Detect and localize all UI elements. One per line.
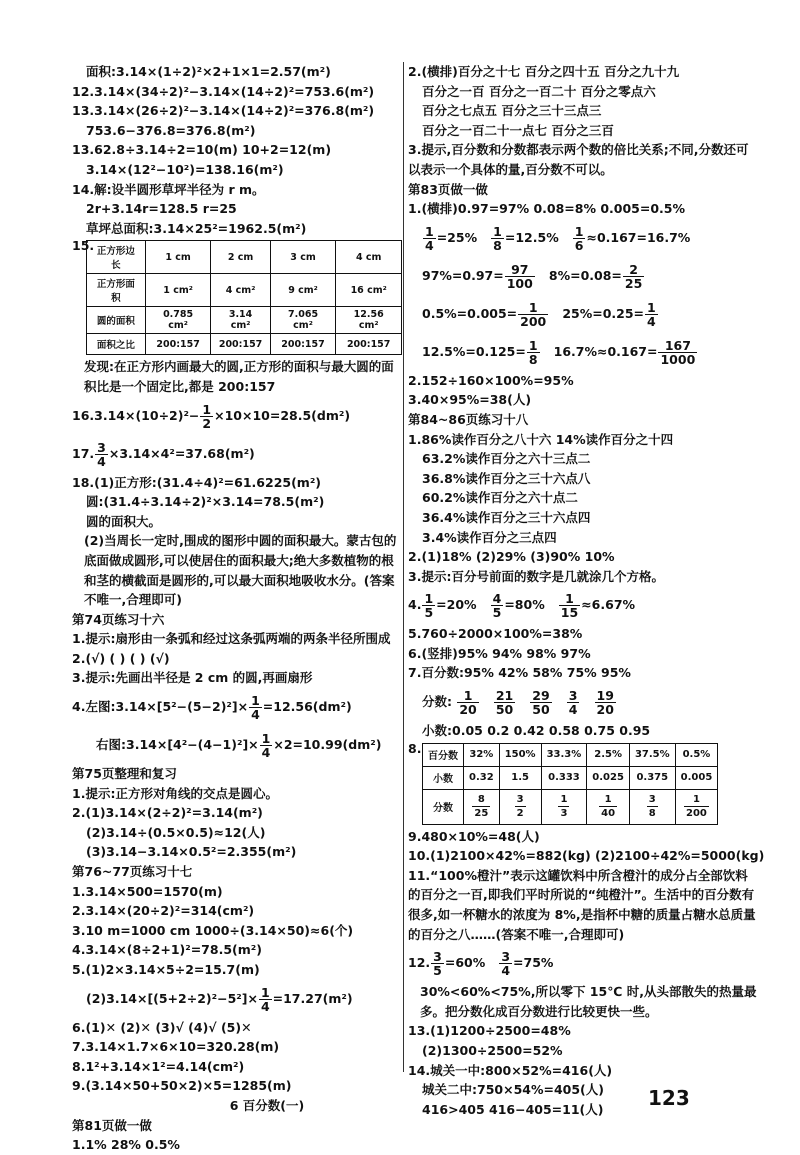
fraction bbox=[200, 403, 213, 430]
table-cell: 0.5% bbox=[675, 743, 718, 766]
text-span: 4. bbox=[408, 597, 422, 613]
answer-line: 3.14×(12²−10²)=138.16(m²) bbox=[86, 161, 284, 177]
answer-paragraph: 11.“100%橙汁”表示这罐饮料中所含橙汁的成分占全部饮料的百分之一百,即我们平时所说的“纯橙汁”。生活中的百分数有很多,如一杯糖水的浓度为 8%,是指杯中糖的质量占糖水总质量的百分之八……(答案不唯一,合理即可) bbox=[408, 867, 756, 942]
text-span: ×2=10.99(dm²) bbox=[273, 737, 382, 753]
table-cell: 0.025 bbox=[587, 766, 630, 789]
answer-line: 753.6−376.8=376.8(m²) bbox=[86, 122, 256, 138]
table-cell: 1 cm bbox=[145, 241, 211, 274]
page-number: 123 bbox=[648, 1086, 690, 1110]
text-span: 12. bbox=[408, 955, 431, 971]
table-cell: 0.785 cm² bbox=[145, 307, 211, 334]
fraction bbox=[472, 793, 490, 820]
question-number: 8. bbox=[408, 740, 422, 756]
table-cell: 百分数 bbox=[423, 743, 464, 766]
answer-line: 2.(1)3.14×(2÷2)²=3.14(m²) bbox=[72, 805, 263, 821]
table-cell: 3.14 cm² bbox=[211, 307, 270, 334]
denominator: 4 bbox=[568, 702, 578, 718]
fraction bbox=[422, 592, 435, 619]
answer-line: 小数:0.05 0.2 0.42 0.58 0.75 0.95 bbox=[422, 723, 651, 739]
answer-line: 13.(1)1200÷2500=48% bbox=[408, 1023, 571, 1039]
table-cell: 0.005 bbox=[675, 766, 718, 789]
numerator: 1 bbox=[260, 984, 270, 1000]
text-span: 分数: bbox=[422, 694, 452, 710]
answer-line: 60.2%读作百分之六十点二 bbox=[422, 490, 578, 506]
numerator: 3 bbox=[568, 688, 578, 704]
table-cell: 12.56 cm² bbox=[336, 307, 402, 334]
numerator: 3 bbox=[501, 949, 511, 965]
table-cell: 小数 bbox=[423, 766, 464, 789]
table-cell: 面积之比 bbox=[87, 334, 146, 355]
numerator: 1 bbox=[457, 689, 478, 703]
fraction bbox=[499, 950, 512, 977]
answer-line: 2.3.14×(20÷2)²=314(cm²) bbox=[72, 903, 255, 919]
table-cell: 16 cm² bbox=[336, 274, 402, 307]
table-cell: 1 cm² bbox=[145, 274, 211, 307]
answer-line: 2.(横排)百分之十七 百分之四十五 百分之九十九 bbox=[408, 64, 680, 79]
text-span: =12.5% bbox=[504, 229, 559, 245]
fraction bbox=[249, 694, 262, 721]
numerator: 21 bbox=[495, 688, 514, 704]
denominator: 8 bbox=[493, 237, 502, 253]
question-15 bbox=[72, 238, 402, 357]
table-cell: 9 cm² bbox=[270, 274, 336, 307]
answer-line: 百分之一百 百分之一百二十 百分之零点六 bbox=[422, 83, 656, 99]
denominator: 50 bbox=[532, 702, 550, 718]
table-row bbox=[87, 241, 402, 274]
answer-line: 5.760÷2000×100%=38% bbox=[408, 626, 583, 642]
fraction bbox=[573, 225, 586, 252]
text-span: =25% bbox=[436, 229, 478, 245]
answer-line: 63.2%读作百分之六十三点二 bbox=[422, 451, 591, 467]
answer-line: 36.4%读作百分之三十六点四 bbox=[422, 509, 591, 525]
fraction bbox=[494, 689, 515, 716]
denominator: 4 bbox=[647, 313, 656, 329]
numerator: 29 bbox=[532, 688, 550, 704]
denominator: 5 bbox=[424, 605, 434, 621]
text-span: 16.3.14×(10÷2)²− bbox=[72, 407, 200, 423]
text-span: =17.27(m²) bbox=[272, 990, 353, 1006]
table-cell: 33.3% bbox=[541, 743, 587, 766]
answer-line: 1.86%读作百分之八十六 14%读作百分之十四 bbox=[408, 431, 674, 447]
denominator: 25 bbox=[474, 808, 489, 820]
denominator: 4 bbox=[260, 998, 270, 1014]
fraction bbox=[558, 793, 569, 820]
answer-line bbox=[408, 333, 760, 371]
numerator: 1 bbox=[261, 731, 271, 747]
numerator: 1 bbox=[251, 693, 260, 709]
fraction bbox=[684, 793, 709, 820]
text-span: ≈6.67% bbox=[581, 597, 636, 613]
answer-line: 4.3.14×(8÷2+1)²=78.5(m²) bbox=[72, 942, 262, 958]
fraction bbox=[491, 592, 504, 619]
answer-line: 14.城关一中:800×52%=416(人) bbox=[408, 1062, 613, 1078]
numerator: 1 bbox=[202, 401, 212, 417]
answer-line: 13.62.8÷3.14÷2=10(m) 10+2=12(m) bbox=[72, 142, 332, 158]
numerator: 1 bbox=[684, 793, 709, 807]
table-cell bbox=[464, 789, 500, 824]
table-cell: 200:157 bbox=[145, 334, 211, 355]
denominator: 20 bbox=[459, 702, 477, 718]
answer-line: 18.(1)正方形:(31.4÷4)²=61.6225(m²) bbox=[72, 474, 322, 490]
table-cell: 0.375 bbox=[629, 766, 675, 789]
denominator: 4 bbox=[501, 963, 511, 979]
answer-line bbox=[408, 944, 760, 982]
answer-line: 1.提示:正方形对角线的交点是圆心。 bbox=[72, 785, 278, 801]
numerator: 3 bbox=[433, 949, 442, 965]
table-cell bbox=[541, 789, 587, 824]
table-8 bbox=[422, 743, 718, 825]
answer-line bbox=[72, 435, 402, 473]
numerator: 1 bbox=[528, 337, 538, 353]
table-row bbox=[423, 789, 718, 824]
fraction bbox=[95, 441, 108, 468]
numerator: 167 bbox=[658, 339, 697, 353]
section-heading: 第81页做一做 bbox=[72, 1117, 152, 1133]
text-span: (2)3.14×[(5+2÷2)²−5²]× bbox=[86, 990, 258, 1006]
table-cell bbox=[629, 789, 675, 824]
answer-line: 1.3.14×500=1570(m) bbox=[72, 883, 223, 899]
denominator: 5 bbox=[433, 963, 442, 979]
answer-line: 2.(√) ( ) ( ) (√) bbox=[72, 650, 170, 666]
text-span: 0.5%=0.005= bbox=[422, 305, 518, 321]
table-cell: 分数 bbox=[423, 789, 464, 824]
numerator: 1 bbox=[425, 223, 434, 239]
table-cell bbox=[587, 789, 630, 824]
answer-line bbox=[408, 295, 760, 333]
answer-line bbox=[72, 397, 402, 435]
table-cell: 2 cm bbox=[211, 241, 270, 274]
fraction bbox=[658, 339, 697, 366]
answer-line: 城关二中:750×54%=405(人) bbox=[422, 1082, 604, 1098]
answer-line: 6.(1)✕ (2)✕ (3)√ (4)√ (5)✕ bbox=[72, 1019, 252, 1035]
answer-line bbox=[408, 219, 760, 257]
fraction bbox=[647, 793, 658, 820]
section-heading: 第84~86页练习十八 bbox=[408, 411, 529, 427]
denominator: 2 bbox=[202, 415, 212, 431]
fraction bbox=[645, 301, 658, 328]
answer-line: (3)3.14−3.14×0.5²=2.355(m²) bbox=[86, 844, 297, 860]
table-row bbox=[423, 766, 718, 789]
answer-line: 3.40×95%=38(人) bbox=[408, 392, 532, 408]
fraction bbox=[491, 225, 504, 252]
text-span: =80% bbox=[504, 597, 545, 613]
answer-line: 9.(3.14×50+50×2)×5=1285(m) bbox=[72, 1078, 292, 1094]
table-row bbox=[87, 334, 402, 355]
answer-line: 1.(横排)0.97=97% 0.08=8% 0.005=0.5% bbox=[408, 201, 686, 217]
table-cell: 2.5% bbox=[587, 743, 630, 766]
text-span: 25%=0.25= bbox=[562, 305, 645, 321]
fraction bbox=[595, 689, 616, 716]
answer-line: 13.3.14×(26÷2)²−3.14×(14÷2)²=376.8(m²) bbox=[72, 103, 375, 119]
denominator: 25 bbox=[624, 275, 643, 291]
question-8 bbox=[408, 741, 760, 827]
denominator: 50 bbox=[495, 702, 514, 718]
answer-line: 百分之一百二十一点七 百分之三百 bbox=[422, 122, 614, 138]
table-row bbox=[423, 743, 718, 766]
text-span: =20% bbox=[436, 597, 477, 613]
table-cell: 0.32 bbox=[464, 766, 500, 789]
answer-line: 10.(1)2100×42%=882(kg) (2)2100÷42%=5000(kg) bbox=[408, 848, 765, 864]
answer-line: 百分之七点五 百分之三十三点三 bbox=[422, 103, 602, 119]
answer-line bbox=[408, 586, 760, 624]
answer-line: 14.解:设半圆形草坪半径为 r m。 bbox=[72, 181, 265, 197]
fraction bbox=[457, 689, 478, 716]
numerator: 1 bbox=[518, 301, 548, 315]
fraction bbox=[527, 339, 540, 366]
answer-line: 8.1²+3.14×1²=4.14(cm²) bbox=[72, 1058, 245, 1074]
numerator: 1 bbox=[560, 794, 568, 806]
answer-line bbox=[408, 683, 760, 721]
table-cell: 4 cm² bbox=[211, 274, 270, 307]
text-span: =60% bbox=[444, 955, 486, 971]
numerator: 97 bbox=[505, 263, 535, 277]
answer-line: 36.8%读作百分之三十六点八 bbox=[422, 470, 591, 486]
text-span: 97%=0.97= bbox=[422, 267, 504, 283]
answer-line: (2)1300÷2500=52% bbox=[422, 1043, 563, 1058]
answer-line: 6.(竖排)95% 94% 98% 97% bbox=[408, 645, 591, 661]
table-cell bbox=[499, 789, 541, 824]
fraction bbox=[530, 689, 551, 716]
fraction bbox=[259, 986, 272, 1013]
denominator: 4 bbox=[251, 707, 260, 723]
answer-line: 3.提示:先画出半径是 2 cm 的圆,再画扇形 bbox=[72, 670, 313, 686]
section-heading: 第75页整理和复习 bbox=[72, 766, 177, 782]
answer-line bbox=[72, 688, 402, 726]
text-span: 17. bbox=[72, 445, 95, 461]
unit-title: 6 百分数(一) bbox=[229, 1097, 305, 1113]
denominator: 40 bbox=[601, 808, 616, 820]
answer-line bbox=[72, 980, 402, 1018]
denominator: 15 bbox=[560, 605, 579, 621]
numerator: 3 bbox=[516, 794, 524, 806]
fraction bbox=[515, 793, 526, 820]
table-15 bbox=[86, 240, 402, 355]
column-divider bbox=[403, 62, 404, 1072]
denominator: 4 bbox=[425, 237, 434, 253]
text-span: 16.7%≈0.167= bbox=[553, 343, 658, 359]
numerator: 1 bbox=[559, 592, 580, 606]
answer-line: 草坪总面积:3.14×25²=1962.5(m²) bbox=[86, 220, 307, 236]
denominator: 200 bbox=[520, 313, 547, 329]
table-cell: 1.5 bbox=[499, 766, 541, 789]
answer-line: 2.(1)18% (2)29% (3)90% 10% bbox=[408, 549, 615, 565]
text-span: ×3.14×4²=37.68(m²) bbox=[108, 445, 255, 461]
answer-line: 圆:(31.4÷3.14÷2)²×3.14=78.5(m²) bbox=[86, 494, 325, 510]
table-cell bbox=[675, 789, 718, 824]
table-cell: 200:157 bbox=[336, 334, 402, 355]
fraction bbox=[431, 950, 444, 977]
numerator: 1 bbox=[424, 591, 434, 607]
finding-text: 发现:在正方形内画最大的圆,正方形的面积与最大圆的面积比是一个固定比,都是 200:157 bbox=[84, 359, 394, 394]
answer-line bbox=[408, 257, 760, 295]
answer-line: 2r+3.14r=128.5 r=25 bbox=[86, 201, 237, 217]
denominator: 1000 bbox=[660, 351, 696, 367]
fraction bbox=[505, 263, 535, 290]
table-cell: 200:157 bbox=[270, 334, 336, 355]
answer-paragraph: (2)当周长一定时,围成的图形中圆的面积最大。蒙古包的底面做成圆形,可以使居住的面积最大;绝大多数植物的根和茎的横截面是圆形的,可以最大面积地吸收水分。(答案不唯一,合理即可) bbox=[84, 533, 397, 608]
question-number: 15. bbox=[72, 238, 95, 254]
answer-paragraph: 3.提示,百分数和分数都表示两个数的倍比关系;不同,分数还可以表示一个具体的量,百分数不可以。 bbox=[408, 142, 749, 177]
denominator: 8 bbox=[528, 351, 538, 367]
table-cell: 3 cm bbox=[270, 241, 336, 274]
answer-line: 7.百分数:95% 42% 58% 75% 95% bbox=[408, 665, 631, 681]
fraction bbox=[567, 689, 580, 716]
denominator: 2 bbox=[516, 808, 524, 820]
denominator: 100 bbox=[506, 275, 533, 291]
numerator: 3 bbox=[97, 439, 106, 455]
denominator: 4 bbox=[261, 745, 271, 761]
denominator: 200 bbox=[686, 808, 707, 820]
fraction bbox=[423, 225, 436, 252]
table-cell: 正方形面积 bbox=[87, 274, 146, 307]
fraction bbox=[260, 732, 273, 759]
table-row bbox=[87, 274, 402, 307]
denominator: 4 bbox=[97, 453, 106, 469]
answer-line: 2.152÷160×100%=95% bbox=[408, 372, 574, 388]
denominator: 6 bbox=[574, 237, 584, 253]
denominator: 5 bbox=[492, 605, 502, 621]
table-cell: 150% bbox=[499, 743, 541, 766]
denominator: 3 bbox=[560, 808, 568, 820]
answer-line: 416>405 416−405=11(人) bbox=[422, 1101, 604, 1117]
numerator: 19 bbox=[596, 688, 614, 704]
fraction bbox=[599, 793, 617, 820]
numerator: 1 bbox=[599, 793, 617, 807]
answer-line: 7.3.14×1.7×6×10=320.28(m) bbox=[72, 1039, 280, 1055]
text-span: 8%=0.08= bbox=[548, 267, 622, 283]
numerator: 8 bbox=[472, 793, 490, 807]
answer-line bbox=[72, 726, 402, 764]
denominator: 20 bbox=[596, 702, 614, 718]
answer-line: 面积:3.14×(1÷2)²×2+1×1=2.57(m²) bbox=[86, 64, 331, 79]
fraction bbox=[623, 263, 644, 290]
answer-line: 3.提示:百分号前面的数字是几就涂几个方格。 bbox=[408, 568, 664, 584]
table-cell: 32% bbox=[464, 743, 500, 766]
answer-paragraph: 30%<60%<75%,所以零下 15℃ 时,从头部散失的热量最多。把分数化成百分数进行比较更快一些。 bbox=[420, 984, 757, 1019]
table-cell: 4 cm bbox=[336, 241, 402, 274]
table-cell: 圆的面积 bbox=[87, 307, 146, 334]
text-span: 右图:3.14×[4²−(4−1)²]× bbox=[96, 737, 259, 753]
text-span: 4.左图:3.14×[5²−(5−2)²]× bbox=[72, 699, 249, 715]
fraction bbox=[518, 301, 548, 328]
text-span: 12.5%=0.125= bbox=[422, 343, 526, 359]
table-cell: 37.5% bbox=[629, 743, 675, 766]
answer-line: 圆的面积大。 bbox=[86, 513, 162, 529]
denominator: 8 bbox=[648, 808, 656, 820]
numerator: 1 bbox=[574, 223, 584, 239]
section-heading: 第76~77页练习十七 bbox=[72, 864, 193, 880]
left-column bbox=[72, 62, 402, 1155]
right-column bbox=[408, 62, 765, 1119]
table-cell: 0.333 bbox=[541, 766, 587, 789]
numerator: 2 bbox=[623, 263, 644, 277]
fraction bbox=[559, 592, 580, 619]
section-heading: 第83页做一做 bbox=[408, 181, 488, 197]
numerator: 3 bbox=[648, 794, 656, 806]
table-cell: 200:157 bbox=[211, 334, 270, 355]
answer-line: 5.(1)2×3.14×5÷2=15.7(m) bbox=[72, 962, 260, 977]
text-span: ×10×10=28.5(dm²) bbox=[214, 407, 351, 423]
answer-line: 9.480×10%=48(人) bbox=[408, 828, 540, 844]
answer-line: (2)3.14÷(0.5×0.5)≈12(人) bbox=[86, 824, 266, 840]
text-span: =12.56(dm²) bbox=[262, 699, 352, 715]
answer-line: 1.1% 28% 0.5% bbox=[72, 1137, 180, 1153]
answer-line: 3.4%读作百分之三点四 bbox=[422, 529, 557, 545]
numerator: 1 bbox=[647, 299, 656, 315]
table-cell: 正方形边长 bbox=[87, 241, 146, 274]
text-span: =75% bbox=[513, 955, 554, 971]
answer-line: 3.10 m=1000 cm 1000÷(3.14×50)≈6(个) bbox=[72, 922, 354, 938]
text-span: ≈0.167=16.7% bbox=[586, 229, 691, 245]
answer-line: 1.提示:扇形由一条弧和经过这条弧两端的两条半径所围成 bbox=[72, 631, 391, 647]
table-cell: 7.065 cm² bbox=[270, 307, 336, 334]
section-heading: 第74页练习十六 bbox=[72, 611, 165, 627]
numerator: 1 bbox=[493, 223, 502, 239]
table-row bbox=[87, 307, 402, 334]
answer-line: 12.3.14×(34÷2)²−3.14×(14÷2)²=753.6(m²) bbox=[72, 83, 375, 99]
numerator: 4 bbox=[492, 591, 502, 607]
